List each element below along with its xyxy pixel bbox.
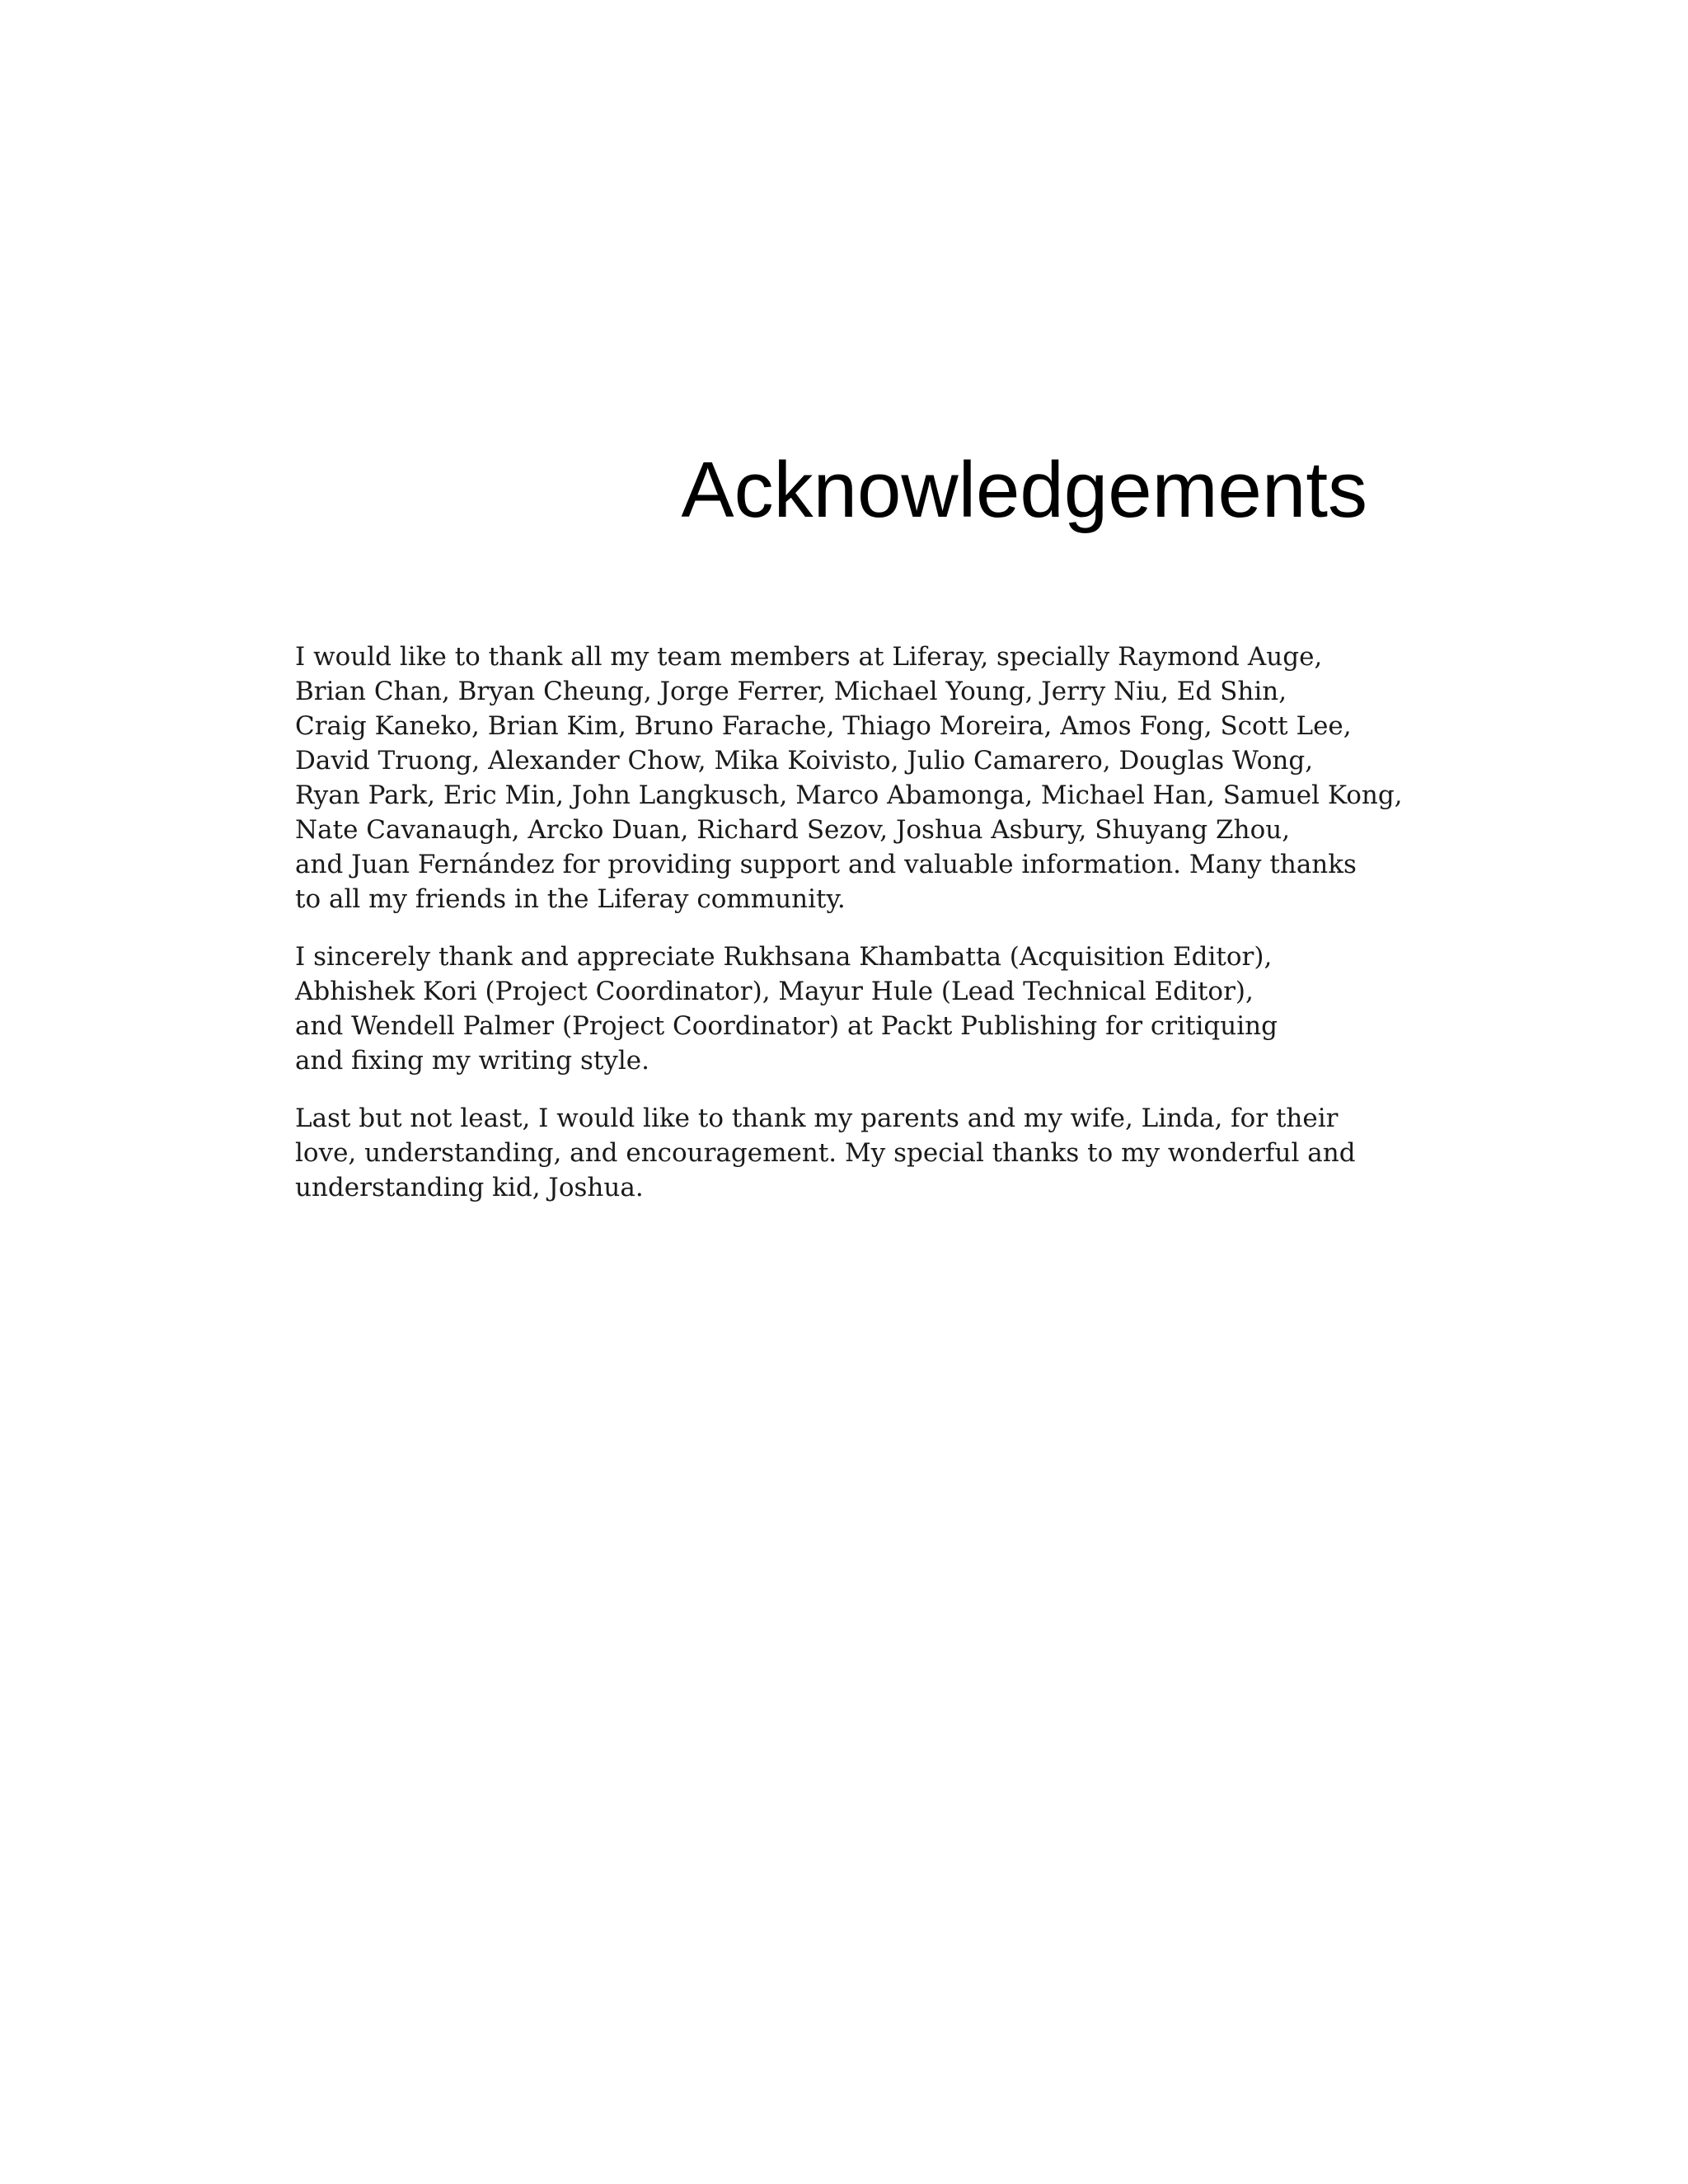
text-line: Nate Cavanaugh, Arcko Duan, Richard Sezov, Joshua Asbury, Shuyang Zhou, [295, 815, 1291, 845]
text-line: Ryan Park, Eric Min, John Langkusch, Marco Abamonga, Michael Han, Samuel Kong, [295, 780, 1403, 810]
acknowledgements-body [295, 640, 1403, 1228]
text-line: and fixing my writing style. [295, 1046, 649, 1076]
text-line: and Juan Fernández for providing support and valuable information. Many thanks [295, 850, 1357, 879]
text-line: and Wendell Palmer (Project Coordinator) at Packt Publishing for critiquing [295, 1011, 1278, 1041]
text-line: Abhishek Kori (Project Coordinator), Mayur Hule (Lead Technical Editor), [295, 977, 1254, 1006]
page-title: Acknowledgements [681, 446, 1367, 534]
text-line: to all my friends in the Liferay community. [295, 884, 846, 914]
text-line: David Truong, Alexander Chow, Mika Koivisto, Julio Camarero, Douglas Wong, [295, 746, 1314, 776]
text-line: Brian Chan, Bryan Cheung, Jorge Ferrer, Michael Young, Jerry Niu, Ed Shin, [295, 677, 1287, 706]
text-line: Craig Kaneko, Brian Kim, Bruno Farache, Thiago Moreira, Amos Fong, Scott Lee, [295, 711, 1352, 741]
text-line: understanding kid, Joshua. [295, 1173, 644, 1202]
paragraph-editor-thanks [295, 940, 1391, 1078]
paragraph-family-thanks [295, 1101, 1391, 1205]
text-line: love, understanding, and encouragement. My special thanks to my wonderful and [295, 1138, 1356, 1168]
text-line: Last but not least, I would like to thank my parents and my wife, Linda, for their [295, 1104, 1339, 1133]
text-line: I would like to thank all my team members at Liferay, specially Raymond Auge, [295, 642, 1323, 672]
paragraph-team-thanks [295, 640, 1403, 916]
text-line: I sincerely thank and appreciate Rukhsana Khambatta (Acquisition Editor), [295, 942, 1273, 972]
